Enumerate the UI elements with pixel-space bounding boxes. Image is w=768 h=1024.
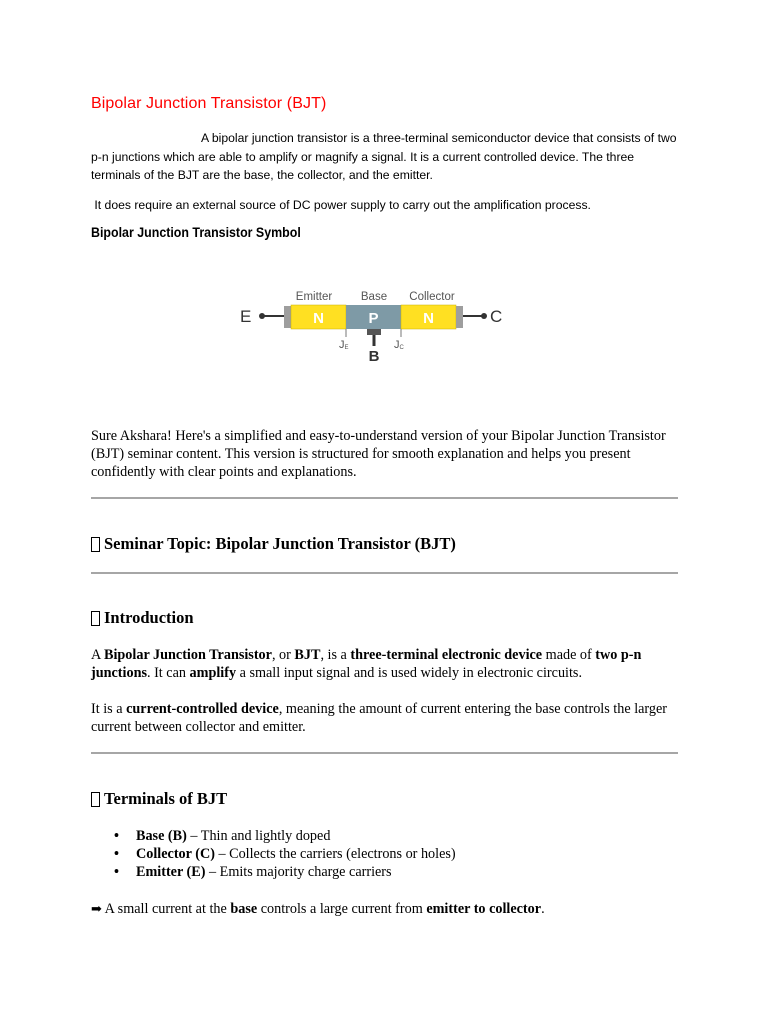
collector-contact [456,306,463,328]
emoji-placeholder-icon [91,611,100,626]
list-item: • Emitter (E) – Emits majority charge carriers [114,863,392,880]
emitter-label: Emitter [295,291,333,303]
base-contact [367,329,381,335]
list-item: • Collector (C) – Collects the carriers (electrons or holes) [114,845,456,862]
emoji-placeholder-icon [91,537,100,552]
page-title: Bipolar Junction Transistor (BJT) [91,95,327,112]
collector-label: Collector [409,291,455,303]
bullet-icon: • [114,845,119,862]
horizontal-rule [91,497,678,499]
base-letter: P [368,310,379,327]
junction-c-label: JC [394,339,404,351]
terminals-list [111,828,456,881]
bullet-icon: • [114,863,119,880]
right-arrow-icon: ➡ [91,901,102,916]
horizontal-rule [91,572,678,574]
seminar-topic-text: Seminar Topic: Bipolar Junction Transistor (BJT) [104,534,456,553]
emitter-letter: N [313,310,324,327]
conclusion-paragraph: ➡ A small current at the base controls a large current from emitter to collector. [91,901,545,917]
symbol-heading: Bipolar Junction Transistor Symbol [91,225,301,240]
power-note [91,196,681,214]
introduction-paragraph-1: A Bipolar Junction Transistor, or BJT, is a three-terminal electronic device made of two p-n junctions. It can amplify a small input signal and is used widely in electronic circuits. [91,647,642,681]
terminal-e-label: E [240,307,252,326]
bjt-diagram [232,284,562,380]
power-note-text: It does require an external source of DC power supply to carry out the amplification process. [94,198,591,212]
emitter-contact [284,306,291,328]
intro-paragraph [91,129,681,185]
terminal-c-label: C [490,307,503,326]
emoji-placeholder-icon [91,792,100,807]
introduction-heading-text: Introduction [104,608,194,627]
horizontal-rule [91,752,678,754]
intro-text: A bipolar junction transistor is a three-terminal semiconductor device that consists of two p-n junctions which are able to amplify or magnify a signal. It is a current controlled device. The three terminals of the BJT are the base, the collector, and the emitter. [91,131,677,182]
list-item: • Base (B) – Thin and lightly doped [114,828,331,844]
collector-letter: N [423,310,434,327]
preface-paragraph: Sure Akshara! Here's a simplified and easy-to-understand version of your Bipolar Junction Transistor (BJT) seminar content. This version is structured for smooth explanation and helps you present confidently with clear points and explanations. [91,428,666,480]
junction-e-label: JE [339,339,349,351]
terminals-heading [91,789,227,809]
terminal-b-label: B [368,348,380,365]
bullet-icon: • [114,828,119,844]
seminar-topic-heading [91,534,456,554]
introduction-paragraph-2: It is a current-controlled device, meaning the amount of current entering the base controls the larger current between collector and emitter. [91,701,668,735]
terminals-heading-text: Terminals of BJT [104,789,228,808]
terminal-c-dot [481,313,487,319]
base-label: Base [360,291,388,303]
introduction-heading [91,608,194,628]
